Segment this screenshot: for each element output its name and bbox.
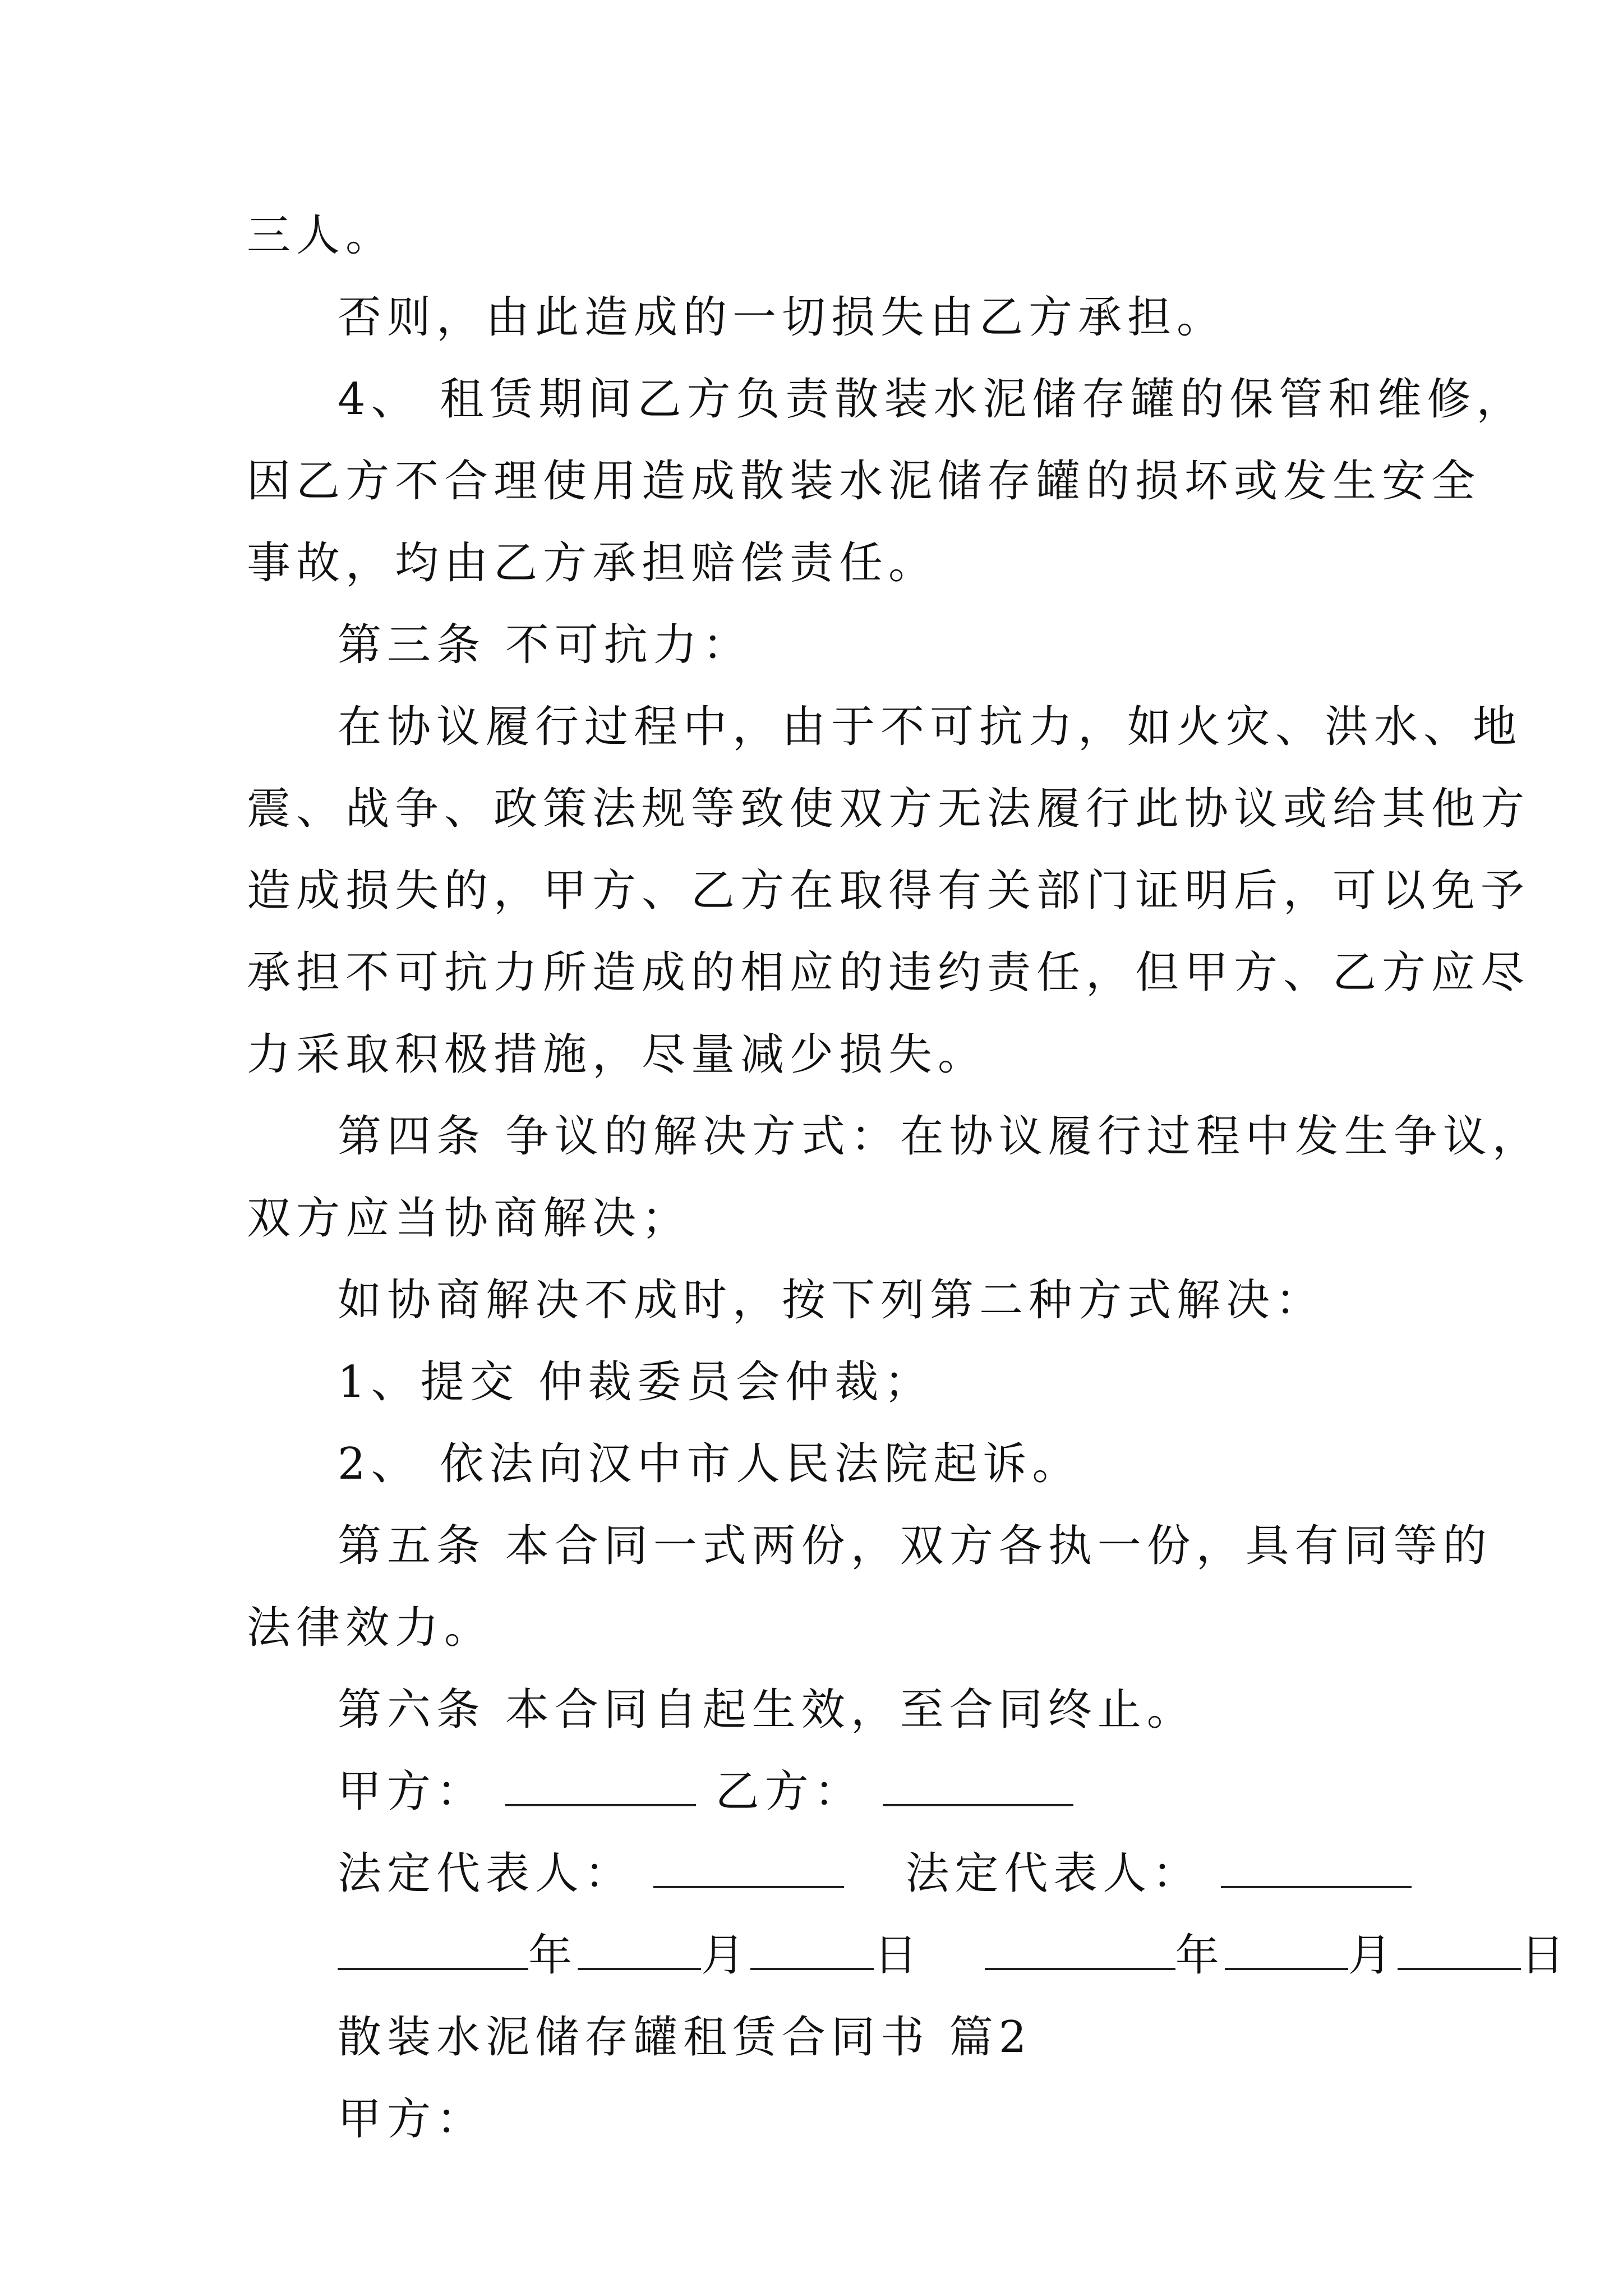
text-line: 如协商解决不成时，按下列第二种方式解决：: [338, 1275, 1325, 1326]
text-line: 法律效力。: [247, 1603, 494, 1653]
day-label: 日: [1520, 1930, 1570, 1981]
year-b-blank[interactable]: [985, 1929, 1175, 1970]
party-a-heading: 甲方：: [338, 2094, 486, 2145]
signature-parties-row: [338, 1765, 1073, 1819]
month-b-blank[interactable]: [1225, 1929, 1348, 1970]
month-label: 月: [701, 1930, 751, 1981]
rep-a-blank[interactable]: [653, 1847, 844, 1888]
document-title: 散装水泥储存罐租赁合同书 篇2: [338, 2012, 1032, 2063]
rep-a-label: 法定代表人：: [338, 1848, 634, 1899]
party-a-blank[interactable]: [505, 1765, 696, 1806]
section-heading: 第六条 本合同自起生效，至合同终止。: [338, 1685, 1196, 1735]
list-item: 2、 依法向汉中市人民法院起诉。: [338, 1439, 1082, 1489]
year-label: 年: [528, 1930, 578, 1981]
signature-reps-row: [338, 1847, 1412, 1901]
section-heading: 第三条 不可抗力：: [338, 620, 752, 670]
text-line: 事故，均由乙方承担赔偿责任。: [247, 538, 938, 588]
text-line: 震、战争、政策法规等致使双方无法履行此协议或给其他方: [247, 784, 1530, 834]
section-heading: 第四条 争议的解决方式：在协议履行过程中发生争议，: [338, 1111, 1542, 1162]
text-line: 因乙方不合理使用造成散装水泥储存罐的损坏或发生安全: [247, 456, 1481, 507]
text-line: 4、 租赁期间乙方负责散装水泥储存罐的保管和维修，: [338, 374, 1526, 425]
party-b-label: 乙方：: [715, 1766, 864, 1817]
rep-b-blank[interactable]: [1221, 1847, 1412, 1888]
party-a-label: 甲方：: [338, 1766, 486, 1817]
month-label: 月: [1348, 1930, 1398, 1981]
section-heading: 第五条 本合同一式两份，双方各执一份，具有同等的: [338, 1521, 1492, 1571]
day-b-blank[interactable]: [1398, 1929, 1521, 1970]
month-a-blank[interactable]: [578, 1929, 701, 1970]
text-line: 力采取积极措施，尽量减少损失。: [247, 1029, 988, 1080]
rep-b-label: 法定代表人：: [905, 1848, 1202, 1899]
text-line: 双方应当协商解决；: [247, 1193, 691, 1244]
signature-dates-row: [338, 1929, 1570, 1982]
year-label: 年: [1175, 1930, 1225, 1981]
day-a-blank[interactable]: [750, 1929, 874, 1970]
text-line: 承担不可抗力所造成的相应的违约责任，但甲方、乙方应尽: [247, 947, 1530, 998]
text-line: 三人。: [247, 210, 395, 261]
text-line: 在协议履行过程中，由于不可抗力，如火灾、洪水、地: [338, 702, 1523, 752]
party-b-blank[interactable]: [883, 1765, 1073, 1806]
year-a-blank[interactable]: [338, 1929, 528, 1970]
text-line: 否则，由此造成的一切损失由乙方承担。: [338, 292, 1227, 343]
day-label: 日: [874, 1930, 924, 1981]
list-item: 1、提交 仲裁委员会仲裁；: [338, 1357, 934, 1407]
text-line: 造成损失的，甲方、乙方在取得有关部门证明后，可以免予: [247, 866, 1530, 916]
